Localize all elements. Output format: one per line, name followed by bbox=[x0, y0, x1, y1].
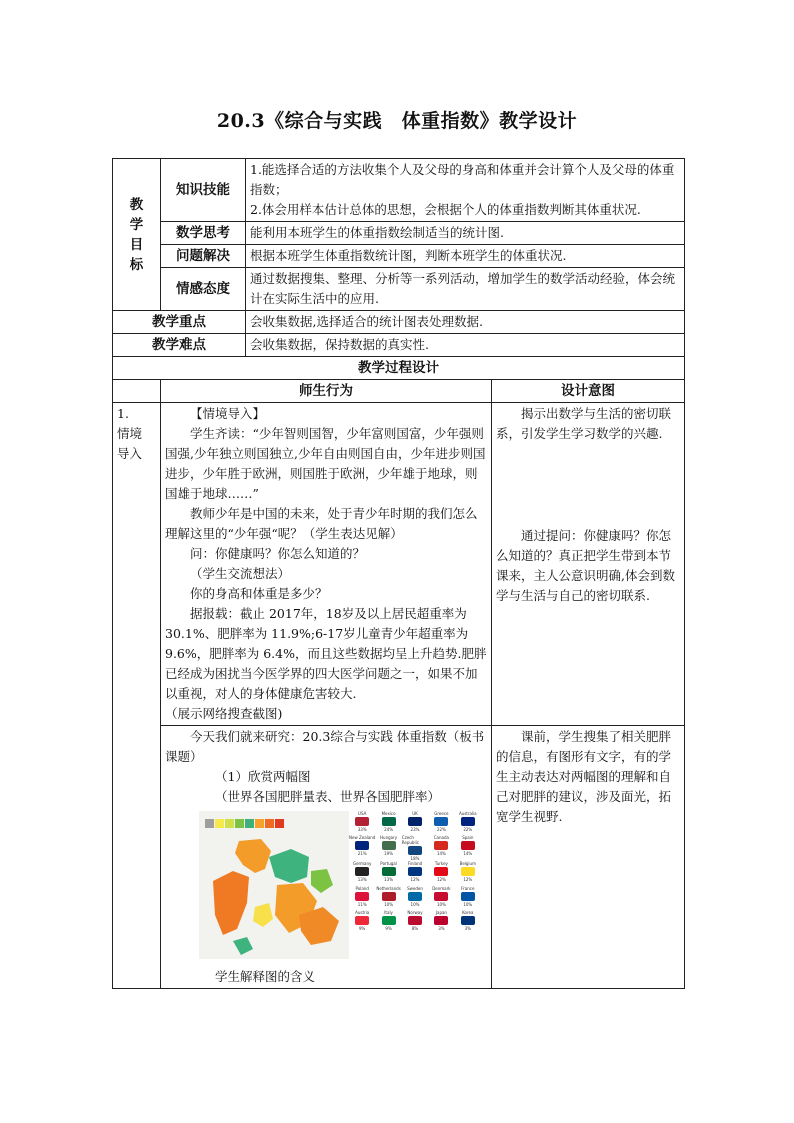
country-flag-item bbox=[402, 835, 428, 861]
activity-paragraph: 学生解释图的含义 bbox=[215, 969, 316, 984]
objective-line: 2.体会用样本估计总体的思想，会根据个人的体重指数判断其体重状况. bbox=[250, 202, 641, 217]
world-obesity-map bbox=[199, 811, 349, 959]
stage1-block1-row bbox=[113, 403, 685, 726]
country-flag-item bbox=[349, 835, 375, 861]
country-name: Spain bbox=[462, 835, 474, 841]
country-flag-item bbox=[349, 811, 375, 835]
objective-text: 通过数据搜集、整理、分析等一系列活动，增加学生的数学活动经验，体会统计在实际生活中的应用. bbox=[246, 268, 685, 311]
country-name: Belgium bbox=[459, 861, 476, 867]
country-rate: 33% bbox=[357, 827, 367, 832]
country-name: Sweden bbox=[407, 885, 423, 891]
flag-icon bbox=[434, 892, 448, 901]
activity-paragraph: 今天我们就来研究：20.3综合与实践 体重指数（板书课题） bbox=[165, 729, 485, 764]
country-flag-item bbox=[428, 811, 454, 835]
country-flag-item bbox=[375, 835, 401, 861]
country-flag-item bbox=[455, 811, 481, 835]
country-rate: 9% bbox=[385, 926, 392, 932]
activity-paragraph: （世界各国肥胖量表、世界各国肥胖率） bbox=[215, 789, 441, 804]
country-obesity-grid bbox=[349, 811, 481, 959]
country-name: Korea bbox=[462, 910, 474, 916]
column-activity: 师生行为 bbox=[161, 380, 492, 403]
process-header-row bbox=[113, 357, 685, 380]
country-rate: 18% bbox=[410, 856, 420, 862]
activity-paragraph: （展示网络搜查截图) bbox=[165, 706, 283, 721]
flag-icon bbox=[461, 817, 475, 826]
country-name: Japan bbox=[435, 910, 447, 916]
intent-paragraph: 课前，学生搜集了相关肥胖的信息，有图形有文字，有的学生主动表达对两幅图的理解和自己对肥胖的建议，涉及面光，拓宽学生视野. bbox=[496, 729, 672, 824]
flag-icon bbox=[355, 841, 369, 850]
flag-icon bbox=[434, 817, 448, 826]
country-flag-item bbox=[428, 886, 454, 910]
flag-icon bbox=[461, 841, 475, 850]
country-rate: 22% bbox=[436, 827, 446, 832]
objective-label: 情感态度 bbox=[161, 268, 246, 311]
empty-cell bbox=[113, 380, 161, 403]
country-rate: 9% bbox=[359, 926, 366, 932]
key-point-label: 教学重点 bbox=[113, 311, 246, 334]
country-rate: 14% bbox=[436, 851, 446, 857]
country-flag-item bbox=[455, 835, 481, 861]
flag-icon bbox=[434, 916, 448, 925]
flag-icon bbox=[408, 916, 422, 925]
country-flag-item bbox=[375, 886, 401, 910]
flag-icon bbox=[355, 916, 369, 925]
country-flag-item bbox=[402, 861, 428, 885]
difficulty-row bbox=[113, 334, 685, 357]
country-rate: 10% bbox=[463, 901, 473, 907]
country-flag-item bbox=[455, 861, 481, 885]
stage1-label: 1. 情境 导入 bbox=[113, 403, 161, 989]
flag-icon bbox=[461, 916, 475, 925]
country-name: Austria bbox=[355, 910, 370, 916]
country-flag-item bbox=[455, 886, 481, 910]
activity-paragraph: 教师少年是中国的未来，处于青少年时期的我们怎么理解这里的“少年强“呢？（学生表达见解） bbox=[165, 506, 478, 541]
country-name: Norway bbox=[407, 910, 423, 916]
country-rate: 12% bbox=[463, 877, 473, 883]
stage1-block2-row bbox=[113, 726, 685, 989]
country-flag-item bbox=[402, 811, 428, 835]
country-name: Denmark bbox=[432, 885, 451, 891]
process-columns-row bbox=[113, 380, 685, 403]
activity-paragraph: （学生交流想法） bbox=[190, 566, 291, 581]
country-flag-item bbox=[402, 886, 428, 910]
difficulty-label: 教学难点 bbox=[113, 334, 246, 357]
activity-heading: 【情境导入】 bbox=[190, 406, 266, 421]
country-flag-item bbox=[375, 811, 401, 835]
country-rate: 8% bbox=[411, 926, 419, 932]
objective-line: 1.能选择合适的方法收集个人及父母的身高和体重并会计算个人及父母的体重指数； bbox=[250, 162, 675, 197]
activity-paragraph: 据报载：截止 2017年，18岁及以上居民超重率为 30.1%、肥胖率为 11.9%;6-17岁儿童青少年超重率为 9.6%，肥胖率为 6.4%，而且这些数据均呈上升趋势.肥胖已经成为困扰当今医学界的四大医学问题之一，如果不加以重视，对人的身体健康危害较大. bbox=[165, 606, 487, 701]
country-rate: 23% bbox=[410, 827, 420, 832]
country-flag-item bbox=[428, 835, 454, 861]
country-rate: 24% bbox=[384, 827, 394, 832]
flag-icon bbox=[408, 892, 422, 901]
country-rate: 12% bbox=[436, 877, 446, 883]
key-point-row bbox=[113, 311, 685, 334]
flag-icon bbox=[355, 892, 369, 901]
country-name: Poland bbox=[355, 885, 369, 891]
country-rate: 10% bbox=[436, 901, 446, 907]
country-name: Greece bbox=[434, 811, 449, 816]
flag-icon bbox=[382, 841, 396, 850]
flag-icon bbox=[355, 867, 369, 876]
country-rate: 13% bbox=[357, 877, 367, 883]
country-flag-item bbox=[402, 910, 428, 934]
spacer bbox=[496, 444, 680, 526]
activity-paragraph: 你的身高和体重是多少？ bbox=[190, 586, 328, 601]
country-name: Czech Republic bbox=[401, 835, 419, 846]
flag-icon bbox=[461, 892, 475, 901]
country-rate: 14% bbox=[463, 851, 473, 857]
activity-cell bbox=[161, 726, 492, 989]
country-flag-item bbox=[428, 910, 454, 934]
objective-row-math-thinking bbox=[113, 222, 685, 245]
country-rate: 12% bbox=[410, 877, 420, 883]
objective-label: 数学思考 bbox=[161, 222, 246, 245]
activity-paragraph: （1）欣赏两幅图 bbox=[215, 769, 311, 784]
country-name: Finland bbox=[407, 861, 423, 867]
flag-icon bbox=[382, 892, 396, 901]
activity-cell bbox=[161, 403, 492, 726]
country-name: USA bbox=[358, 811, 367, 816]
objectives-label-char: 标 bbox=[129, 256, 144, 273]
country-rate: 3% bbox=[464, 926, 471, 932]
intent-paragraph: 通过提问：你健康吗？你怎么知道的？真正把学生带到本节课来，主人公意识明确,体会到数学与生活与自己的密切联系. bbox=[496, 528, 675, 603]
flag-icon bbox=[382, 916, 396, 925]
country-name: Mexico bbox=[381, 811, 396, 816]
country-rate: 3% bbox=[438, 926, 445, 932]
country-name: UK bbox=[412, 811, 418, 816]
objective-row-problem-solving bbox=[113, 245, 685, 268]
country-name: Germany bbox=[353, 861, 372, 867]
objective-text: 根据本班学生体重指数统计图，判断本班学生的体重状况. bbox=[246, 245, 685, 268]
obesity-figure bbox=[199, 811, 481, 961]
country-name: Portugal bbox=[380, 861, 397, 867]
country-name: France bbox=[461, 885, 475, 891]
objectives-label-char: 教 bbox=[129, 196, 144, 213]
objective-label: 问题解决 bbox=[161, 245, 246, 268]
objectives-label-char: 目 bbox=[129, 236, 144, 253]
objective-text bbox=[246, 159, 685, 222]
country-flag-item bbox=[375, 861, 401, 885]
flag-icon bbox=[355, 817, 369, 826]
country-name: Australia bbox=[458, 811, 477, 816]
flag-icon bbox=[408, 817, 422, 826]
country-flag-item bbox=[455, 910, 481, 934]
document-title: 20.3《综合与实践 体重指数》教学设计 bbox=[216, 110, 578, 132]
country-flag-item bbox=[349, 910, 375, 934]
intent-cell bbox=[492, 726, 685, 989]
flag-icon bbox=[434, 867, 448, 876]
activity-paragraph: 问：你健康吗？你怎么知道的？ bbox=[190, 546, 366, 561]
flag-icon bbox=[382, 817, 396, 826]
flag-icon bbox=[382, 867, 396, 876]
country-name: New Zealand bbox=[349, 835, 376, 841]
country-name: Italy bbox=[384, 910, 393, 916]
country-rate: 10% bbox=[410, 901, 420, 907]
objective-row-attitude bbox=[113, 268, 685, 311]
country-flag-item bbox=[349, 861, 375, 885]
country-rate: 11% bbox=[357, 901, 367, 907]
process-header: 教学过程设计 bbox=[113, 357, 685, 380]
country-flag-item bbox=[349, 886, 375, 910]
flag-icon bbox=[461, 867, 475, 876]
flag-icon bbox=[434, 841, 448, 850]
column-intent: 设计意图 bbox=[492, 380, 685, 403]
objective-label: 知识技能 bbox=[161, 159, 246, 222]
country-name: Canada bbox=[433, 835, 449, 841]
objective-text: 能利用本班学生的体重指数绘制适当的统计图. bbox=[246, 222, 685, 245]
country-flag-item bbox=[428, 861, 454, 885]
country-rate: 19% bbox=[384, 851, 394, 857]
key-point-text: 会收集数据,选择适合的统计图表处理数据. bbox=[246, 311, 685, 334]
difficulty-text: 会收集数据，保持数据的真实性. bbox=[246, 334, 685, 357]
flag-icon bbox=[408, 867, 422, 876]
flag-icon bbox=[408, 846, 422, 855]
lesson-plan-table bbox=[112, 158, 685, 989]
activity-paragraph: 学生齐读：“少年智则国智，少年富则国富，少年强则国强,少年独立则国独立,少年自由则国自由，少年进步则国进步，少年胜于欧洲，则国胜于欧洲，少年雄于地球，则国雄于地球……” bbox=[165, 426, 486, 501]
country-name: Netherlands bbox=[376, 885, 401, 891]
country-rate: 22% bbox=[463, 827, 473, 832]
country-rate: 21% bbox=[357, 851, 367, 857]
intent-paragraph: 揭示出数学与生活的密切联系，引发学生学习数学的兴趣. bbox=[496, 406, 672, 441]
country-flag-item bbox=[375, 910, 401, 934]
country-rate: 10% bbox=[384, 901, 394, 907]
objectives-label-char: 学 bbox=[129, 216, 144, 233]
country-rate: 13% bbox=[384, 877, 394, 883]
objective-row-knowledge bbox=[113, 159, 685, 222]
country-name: Hungary bbox=[380, 835, 398, 841]
country-name: Turkey bbox=[434, 861, 448, 867]
objectives-section-label bbox=[113, 159, 161, 311]
intent-cell bbox=[492, 403, 685, 726]
